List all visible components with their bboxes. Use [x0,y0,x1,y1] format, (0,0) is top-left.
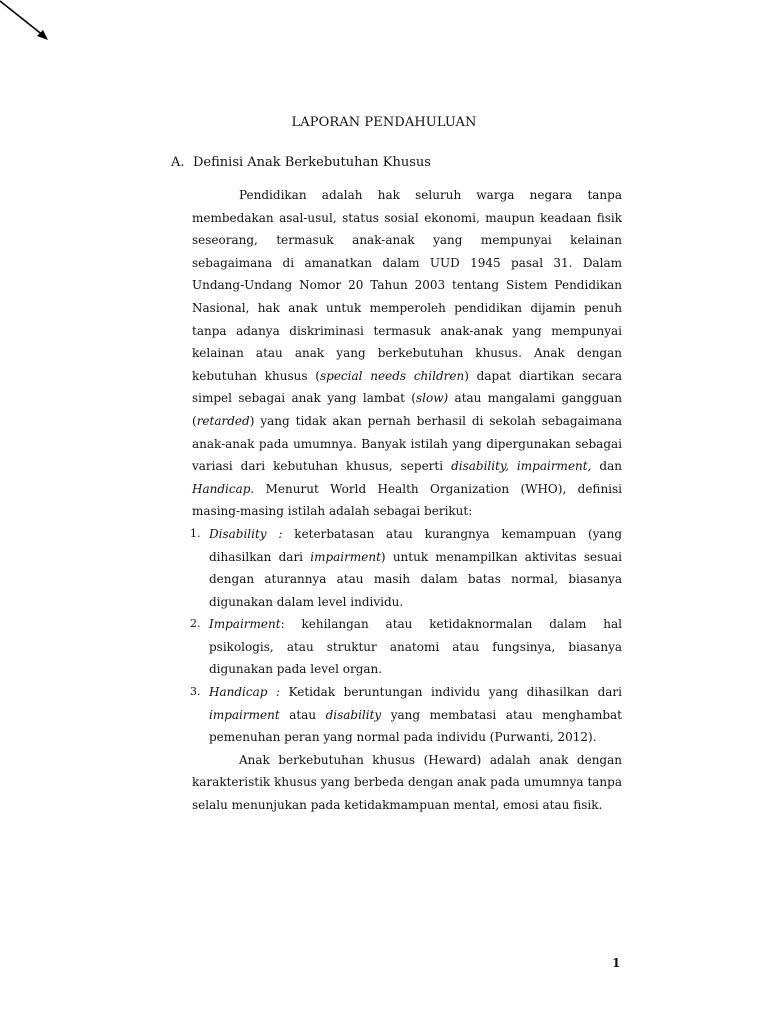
definition-item-handicap [192,681,622,749]
text-run: atau mangalami gangguan ( [192,391,622,428]
text-run: keterbatasan atau kurangnya kemampuan (yang dihasilkan dari [209,526,622,564]
text-run: yang membatasi atau menghambat pemenuhan peran yang normal pada individu (Purwanti, 2012). [209,707,622,745]
text-run: ) untuk menampilkan aktivitas sesuai dengan aturannya atau masih dalam batas normal, biasanya digunakan dalam level individu. [209,549,622,609]
italic-term: impairment [310,549,381,564]
definition-term: Handicap : [209,685,281,700]
list-number: 3. [190,685,201,699]
text-run: ) yang tidak akan pernah berhasil di sekolah sebagaimana anak-anak pada umumnya. Banyak istilah yang dipergunakan sebagai variasi dari kebutuhan khusus, seperti [192,413,622,474]
definition-item-impairment [192,613,622,681]
text-run: dan [591,459,622,474]
section-heading [171,155,431,170]
section-heading-text: Definisi Anak Berkebutuhan Khusus [193,155,431,170]
definition-term: Disability : [209,526,283,541]
italic-term: impairment [209,707,280,722]
closing-paragraph: Anak berkebutuhan khusus (Heward) adalah anak dengan karakteristik khusus yang berbeda dengan anak pada umumnya tanpa selalu menunjukan pada ketidakmampuan mental, emosi atau fisik. [192,752,622,813]
document-title: LAPORAN PENDAHULUAN [291,115,477,130]
text-run: ) dapat diartikan secara simpel sebagai anak yang lambat ( [192,368,622,406]
text-run: : kehilangan atau ketidaknormalan dalam hal psikologis, atau struktur anatomi atau fungsinya, biasanya digunakan pada level organ. [209,617,622,677]
body-content [192,184,622,817]
intro-paragraph [192,184,622,523]
text-run: atau [279,707,326,722]
list-number: 1. [190,526,201,540]
italic-term: disability, impairment, [451,459,592,474]
definition-list [192,523,622,749]
text-run: Menurut World Health Organization (WHO), definisi masing-masing istilah adalah sebagai berikut: [192,481,622,519]
definition-item-disability [192,523,622,613]
section-letter: A. [171,155,185,170]
italic-term: retarded [196,413,250,428]
italic-term: disability [325,707,382,722]
italic-term: slow) [415,391,449,406]
italic-term: special needs children [319,368,465,383]
list-number: 2. [190,617,201,631]
text-run: Ketidak beruntungan individu yang dihasilkan dari [280,685,622,700]
text-run: Pendidikan adalah hak seluruh warga negara tanpa membedakan asal-usul, status sosial ekonomi, maupun keadaan fisik seseorang, termasuk anak-anak yang mempunyai kelainan sebagaimana di amanatkan dalam UUD 1945 pasal 31. Dalam Undang-Undang Nomor 20 Tahun 2003 tentang Sistem Pendidikan Nasional, hak anak untuk memperoleh pendidikan dijamin penuh tanpa adanya diskriminasi termasuk anak-anak yang mempunyai kelainan atau anak yang berkebutuhan khusus. Anak dengan kebutuhan khusus ( [192,188,622,383]
corner-arrow-icon [0,0,60,50]
page-number: 1 [612,956,621,970]
italic-term: Handicap. [192,481,255,496]
definition-term: Impairment [209,617,281,632]
